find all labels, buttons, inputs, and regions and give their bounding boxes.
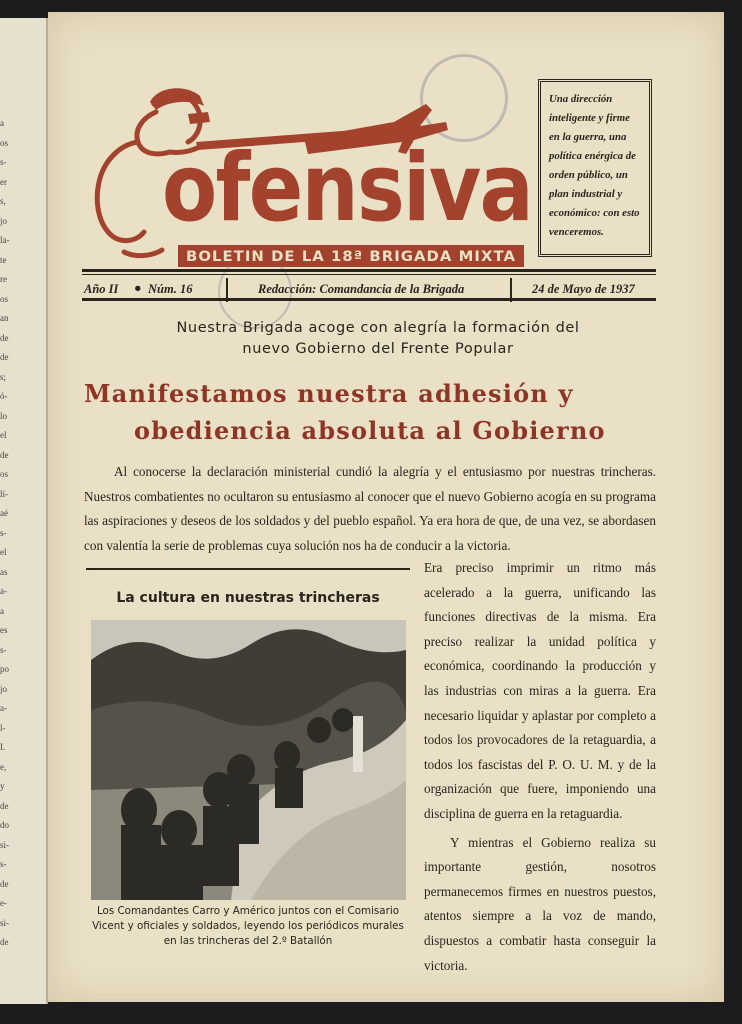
- headline-line-1: Manifestamos nuestra adhesión y: [84, 379, 574, 408]
- adjacent-page-edge: [0, 18, 48, 1004]
- trench-photo: [91, 620, 406, 900]
- left-page-fragment: as: [0, 566, 8, 577]
- issue-number: Núm. 16: [148, 282, 193, 296]
- newspaper-page: [48, 12, 724, 1002]
- subhead-line-2: nuevo Gobierno del Frente Popular: [242, 341, 514, 357]
- masthead-title: ofensiva: [162, 134, 532, 243]
- trench-photo-image: [91, 620, 406, 900]
- left-page-fragment: de: [0, 800, 9, 811]
- masthead-subtitle: BOLETIN DE LA 18ª BRIGADA MIXTA: [186, 249, 516, 265]
- column-divider: [86, 568, 410, 570]
- left-page-fragment: I.: [0, 742, 6, 752]
- left-page-fragment: si-: [0, 839, 9, 850]
- bullet-separator: ●: [134, 281, 142, 295]
- issue-year: Año II: [84, 282, 119, 296]
- article-intro: [84, 460, 656, 558]
- photo-caption: Los Comandantes Carro y Américo juntos con el Comisario Vicent y oficiales y soldados, leyendo los periódicos murales en las trincheras del 2.º Batallón: [92, 905, 404, 947]
- left-page-fragment: os: [0, 137, 9, 148]
- left-page-fragment: er: [0, 176, 7, 187]
- masthead-quote: Una dirección inteligente y firme en la guerra, una política enérgica de orden público, un plan industrial y económico: con esto venceremos.: [538, 79, 652, 257]
- left-page-fragment: e,: [0, 761, 7, 772]
- left-page-fragment: po: [0, 664, 9, 674]
- left-page-fragment: jo: [0, 215, 8, 226]
- headline-line-2: obediencia absoluta al Gobierno: [134, 416, 606, 445]
- left-page-fragment: jo: [0, 683, 8, 694]
- left-page-fragment: el: [0, 547, 7, 557]
- dateline: [82, 278, 656, 300]
- left-page-fragment: te: [0, 254, 7, 265]
- left-page-fragment: lí-: [0, 488, 8, 499]
- left-page-fragment: a: [0, 118, 4, 128]
- article-column: [424, 556, 656, 978]
- editorial-office: Redacción: Comandancia de la Brigada: [258, 282, 465, 296]
- left-page-fragment: os: [0, 469, 9, 479]
- left-page-fragment: de: [0, 449, 9, 460]
- left-page-fragment: lo: [0, 410, 8, 421]
- article-intro-text: Al conocerse la declaración ministerial cundió la alegría y el entusiasmo por nuestras trincheras. Nuestros combatientes no ocultaron su entusiasmo al conocer que el nuevo Gobierno acogía en su programa las aspiraciones y deseos de los soldados y del pueblo español. Ya era hora de que, de una vez, se abordasen con valentía la serie de problemas cuya solución nos ha de conducir a la victoria.: [84, 464, 656, 553]
- left-page-fragment: a: [0, 605, 4, 616]
- subhead-line-1: Nuestra Brigada acoge con alegría la formación del: [176, 320, 580, 336]
- left-page-fragment: l-: [0, 722, 6, 733]
- left-page-fragment: an: [0, 313, 9, 323]
- left-page-fragment: a-: [0, 703, 7, 713]
- left-page-fragment: a-: [0, 586, 7, 596]
- article-paragraph-1: Era preciso imprimir un ritmo más acelerado a la guerra, unificando las funciones directivas de la misma. Era preciso realizar la unidad política y económica, coordinando la producción y las industrias con miras a la guerra. Era necesario liquidar y aplastar por completo a todos los provocadores de la retaguardia, a todos los fascistas del P. O. U. M. y de la organización que fuere, imponiendo una disciplina de guerra en la retaguardia.: [424, 560, 656, 821]
- left-page-fragment: e-: [0, 898, 7, 908]
- left-page-fragment: do: [0, 820, 9, 830]
- left-page-fragment: y: [0, 781, 5, 791]
- left-page-fragment: si-: [0, 917, 9, 928]
- left-page-fragment: el: [0, 430, 7, 440]
- left-page-fragment: de: [0, 332, 9, 343]
- left-page-fragment: s;: [0, 371, 7, 382]
- issue-date: 24 de Mayo de 1937: [532, 282, 635, 296]
- left-page-fragment: ó-: [0, 391, 8, 401]
- left-page-fragment: la-: [0, 235, 10, 245]
- left-page-fragment: es: [0, 625, 8, 635]
- article-paragraph-2: Y mientras el Gobierno realiza su importante gestión, nosotros permanecemos firmes en nuestros puestos, atentos siempre a la voz de mando, dispuestos a combatir hasta conseguir la victoria.: [424, 834, 656, 973]
- top-rule-thin: [82, 274, 656, 275]
- left-page-fragment: s-: [0, 859, 7, 869]
- left-page-fragment: s-: [0, 157, 7, 167]
- left-page-fragment: de: [0, 878, 9, 889]
- left-page-fragment: de: [0, 352, 9, 362]
- left-page-fragment: s-: [0, 644, 7, 655]
- bottom-rule: [82, 298, 656, 301]
- left-page-fragment: os: [0, 293, 9, 304]
- top-rule: [82, 269, 656, 272]
- left-page-fragment: s,: [0, 196, 6, 206]
- left-page-fragment: aé: [0, 508, 8, 518]
- sidebar-story-title: La cultura en nuestras trincheras: [116, 590, 380, 606]
- left-page-fragment: de: [0, 937, 9, 947]
- left-page-fragment: re: [0, 274, 7, 284]
- masthead-logo: [84, 82, 544, 272]
- left-page-fragment: s-: [0, 527, 7, 538]
